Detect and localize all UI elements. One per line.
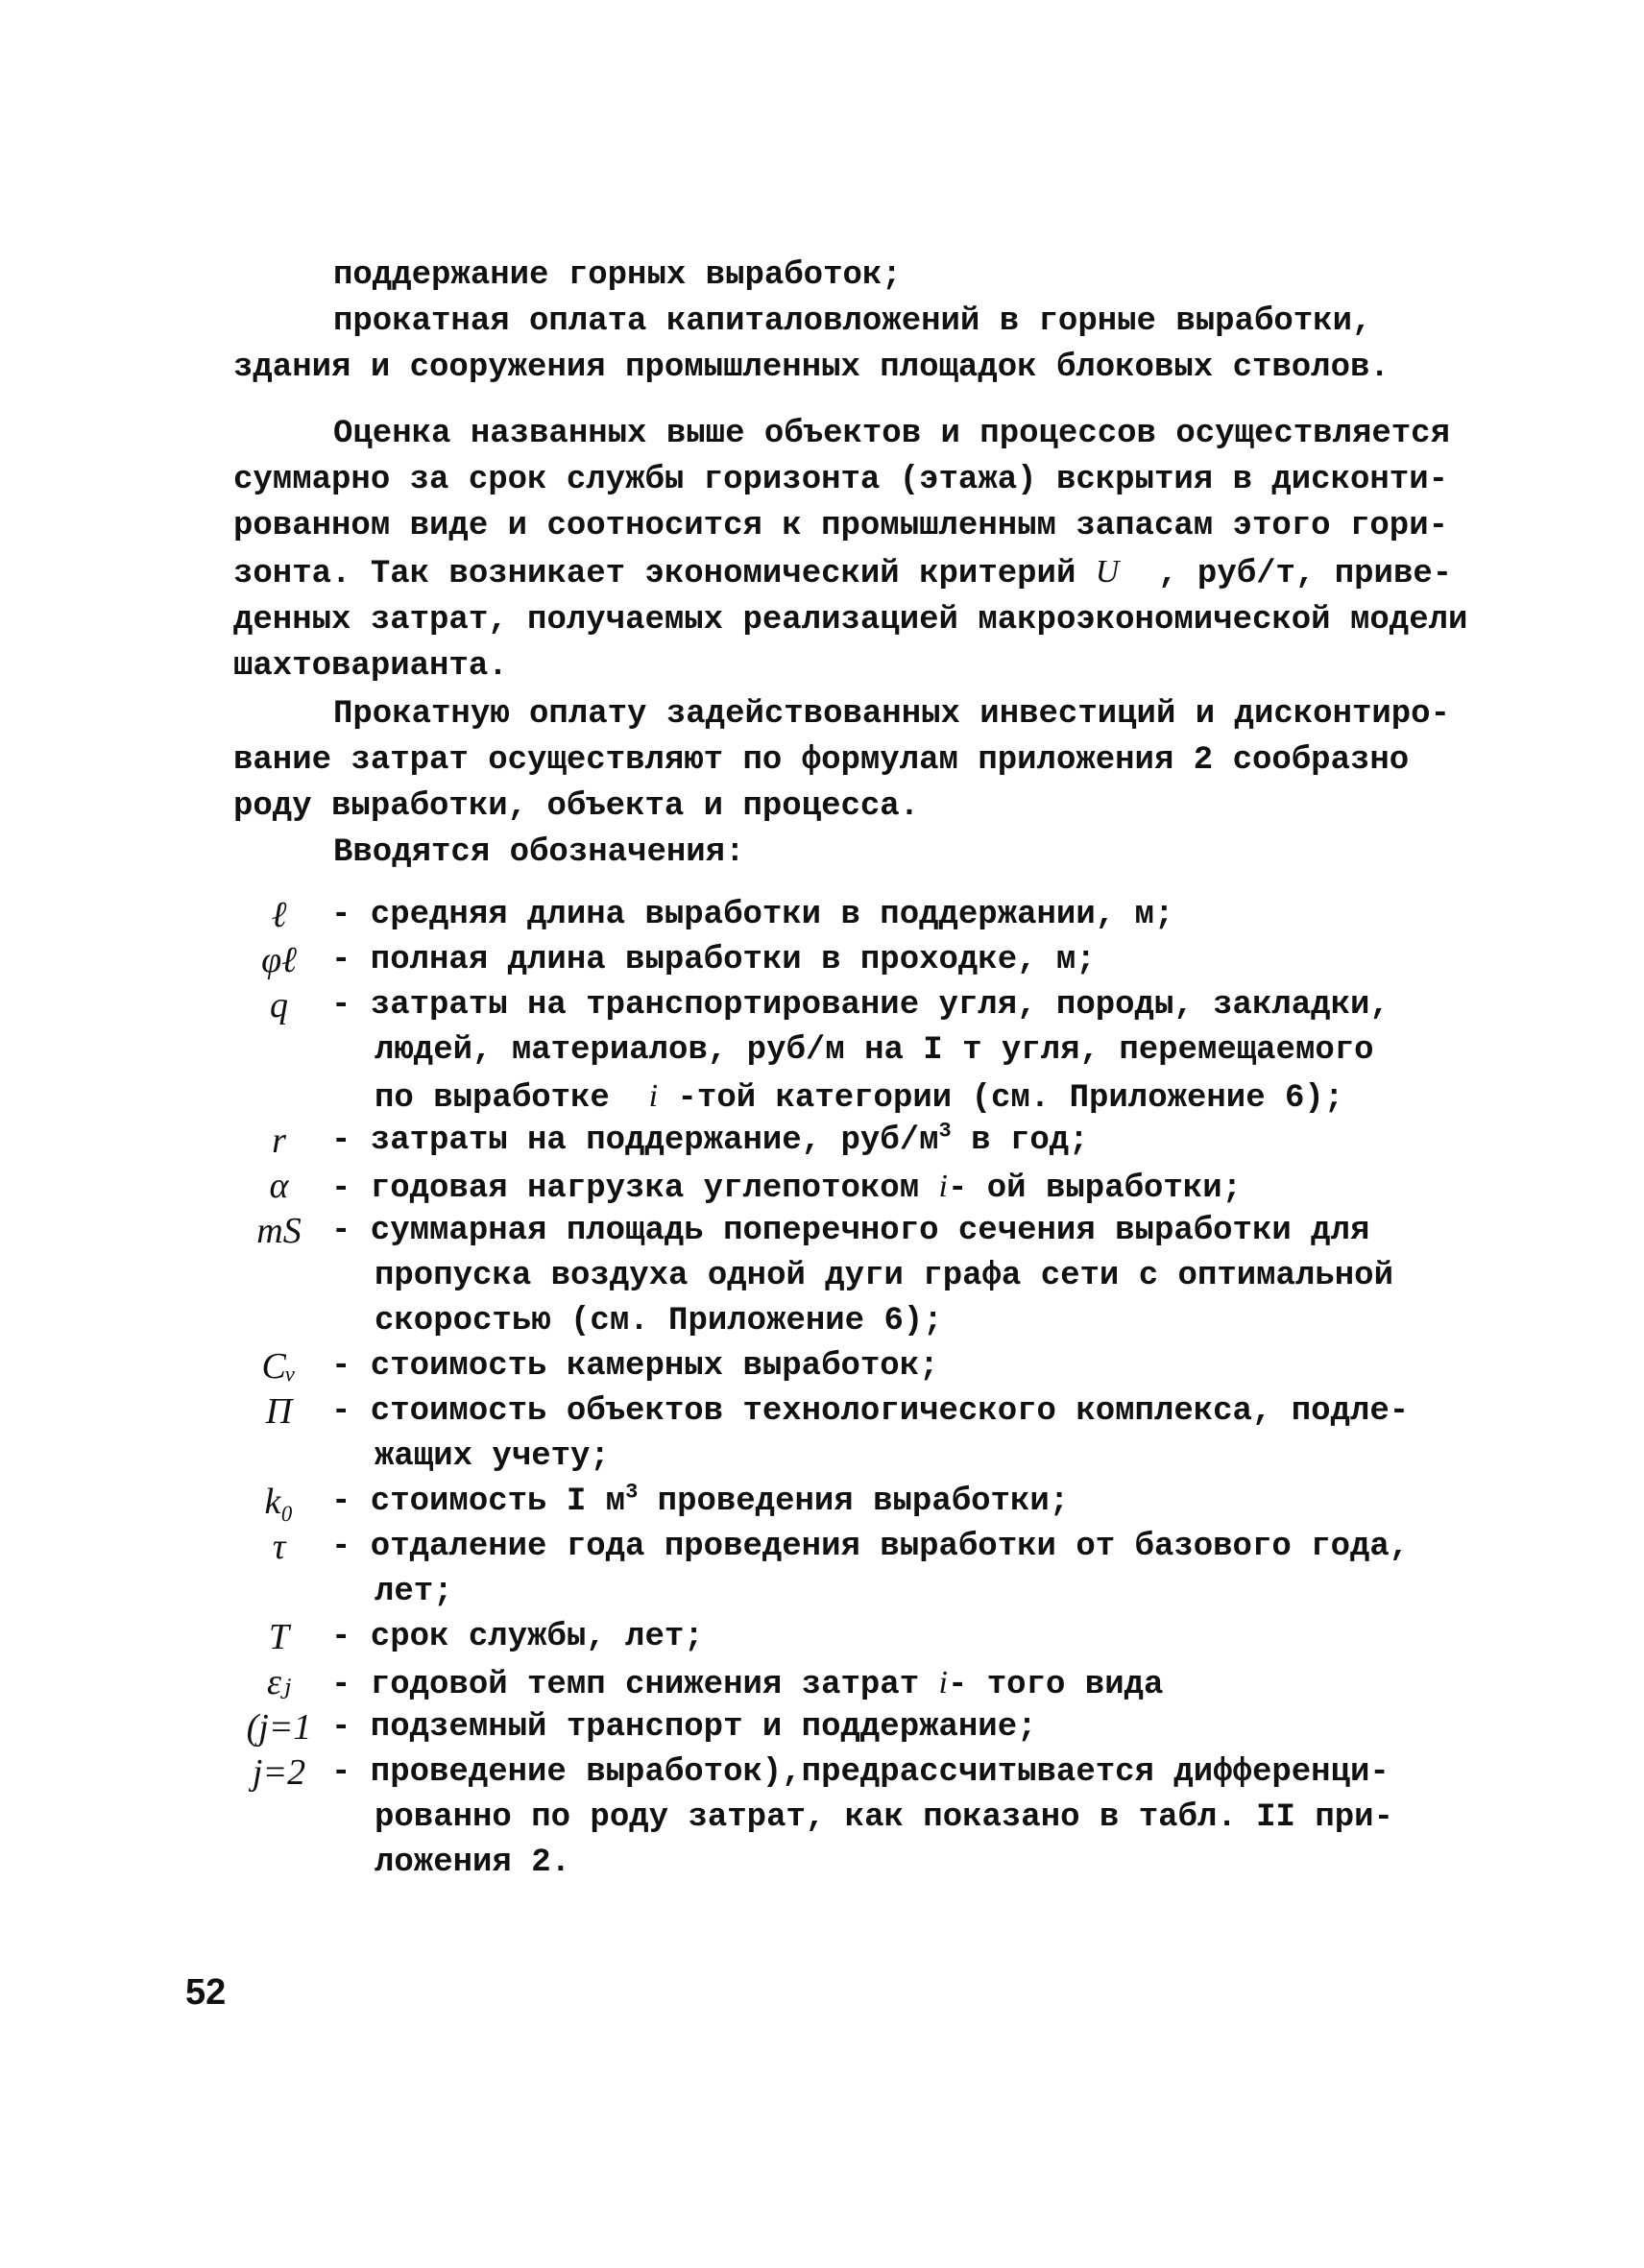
legend-row-k: [233, 1480, 1482, 1525]
legend-row-j2: [233, 1750, 1482, 1796]
symbol-tau: τ: [272, 1527, 286, 1567]
symbol-p: П: [265, 1391, 293, 1432]
legend-row-q-cont2: [233, 1074, 1482, 1119]
desc-p-2: жащих учету;: [375, 1438, 610, 1475]
desc-k: [331, 1480, 1069, 1525]
para1-line-4-b: , руб/т, приве-: [1158, 556, 1453, 592]
symbol-phil: φℓ: [261, 940, 297, 980]
legend-row-j2-cont2: [233, 1841, 1482, 1886]
index-i: i: [648, 1078, 659, 1114]
legend-row-cv: [233, 1344, 1482, 1389]
legend-row-tau-cont: [233, 1570, 1482, 1615]
legend-row-r: [233, 1119, 1482, 1164]
symbol-ms: mS: [256, 1211, 302, 1251]
desc-a: [331, 1164, 1242, 1212]
desc-T: - срок службы, лет;: [331, 1619, 704, 1655]
symbol-cv: Cᵥ: [261, 1346, 297, 1387]
desc-q-3-b: -той категории (см. Приложение 6);: [677, 1080, 1344, 1117]
legend-row-tau: [233, 1525, 1482, 1570]
para2-line-3: роду выработки, объекта и процесса.: [233, 788, 920, 825]
desc-tau-2: лет;: [375, 1574, 453, 1610]
desc-tau-1: - отдаление года проведения выработки от базового года,: [331, 1529, 1410, 1565]
legend-row-l: [233, 893, 1482, 938]
desc-ms-1: - суммарная площадь поперечного сечения выработки для: [331, 1213, 1370, 1249]
para2-line-2: вание затрат осуществляют по формулам приложения 2 сообразно: [233, 742, 1410, 779]
legend-row-ms-cont1: [233, 1254, 1482, 1299]
legend-row-a: [233, 1164, 1482, 1209]
symbol-j2: j=2: [252, 1752, 306, 1793]
notation-legend: [233, 893, 1482, 1886]
index-i-a: i: [938, 1169, 948, 1204]
desc-r: [331, 1119, 1089, 1164]
paragraph-rental: [233, 691, 1472, 876]
desc-r-sup: 3: [938, 1119, 952, 1144]
legend-row-ms: [233, 1209, 1482, 1254]
para1-line-1: Оценка названных выше объектов и процессов осуществляется: [333, 416, 1450, 452]
intro-block: [233, 253, 1472, 391]
desc-j2-1: - проведение выработок),предрассчитывается дифференци-: [331, 1754, 1390, 1791]
legend-row-eps: [233, 1660, 1482, 1705]
symbol-l: ℓ: [271, 895, 287, 935]
para2-line-1: Прокатную оплату задействованных инвестиций и дисконтиро-: [333, 696, 1450, 733]
para1-line-5: денных затрат, получаемых реализацией макроэкономической модели: [233, 602, 1468, 639]
desc-ms-3: скоростью (см. Приложение 6);: [375, 1303, 943, 1339]
desc-r-b: в год;: [951, 1122, 1089, 1159]
para1-line-4-a: зонта. Так возникает экономический критерий: [233, 556, 1076, 592]
desc-r-a: - затраты на поддержание, руб/м: [331, 1122, 939, 1159]
legend-row-q: [233, 983, 1482, 1028]
notation-heading: Вводятся обозначения:: [333, 834, 745, 871]
symbol-r: r: [272, 1121, 286, 1161]
symbol-T: T: [268, 1617, 290, 1657]
para1-line-4: [233, 549, 1472, 597]
legend-row-q-cont1: [233, 1028, 1482, 1074]
desc-k-sup: 3: [625, 1480, 639, 1505]
intro-line-1: поддержание горных выработок;: [333, 257, 902, 294]
symbol-q: q: [270, 985, 288, 1025]
legend-row-ms-cont2: [233, 1299, 1482, 1344]
para1-line-6: шахтоварианта.: [233, 648, 508, 685]
desc-ms-2: пропуска воздуха одной дуги графа сети с оптимальной: [375, 1258, 1393, 1294]
desc-eps-a: - годовой темп снижения затрат: [331, 1667, 920, 1703]
legend-row-p: [233, 1389, 1482, 1435]
desc-phil: - полная длина выработки в проходке, м;: [331, 942, 1096, 978]
criterion-symbol: U: [1095, 554, 1120, 590]
desc-a-a: - годовая нагрузка углепотоком: [331, 1170, 920, 1207]
intro-line-2: прокатная оплата капиталовложений в горные выработки,: [333, 303, 1372, 340]
legend-row-j2-cont1: [233, 1796, 1482, 1841]
desc-eps-b: - того вида: [947, 1667, 1164, 1703]
paragraph-evaluation: [233, 411, 1472, 689]
desc-cv: - стоимость камерных выработок;: [331, 1348, 939, 1385]
symbol-k: k₀: [264, 1482, 294, 1522]
desc-j2-2: рованно по роду затрат, как показано в табл. II при-: [375, 1799, 1393, 1836]
desc-q-2: людей, материалов, руб/м на I т угля, перемещаемого: [375, 1032, 1374, 1069]
legend-row-phil: [233, 938, 1482, 983]
symbol-a: α: [269, 1166, 289, 1206]
legend-row-T: [233, 1615, 1482, 1660]
desc-q-3-a: по выработке: [375, 1080, 610, 1117]
desc-q-3: [375, 1074, 1343, 1122]
symbol-j1: (j=1: [246, 1707, 312, 1748]
legend-row-j1: [233, 1705, 1482, 1750]
desc-p-1: - стоимость объектов технологического комплекса, подле-: [331, 1393, 1410, 1430]
legend-row-p-cont: [233, 1435, 1482, 1480]
desc-k-b: проведения выработки;: [638, 1484, 1070, 1520]
desc-j1: - подземный транспорт и поддержание;: [331, 1709, 1037, 1746]
desc-j2-3: ложения 2.: [375, 1845, 571, 1881]
desc-a-b: - ой выработки;: [947, 1170, 1243, 1207]
symbol-eps: εⱼ: [266, 1662, 291, 1702]
desc-q-1: - затраты на транспортирование угля, породы, закладки,: [331, 987, 1390, 1024]
para1-line-3: рованном виде и соотносится к промышленным запасам этого гори-: [233, 508, 1449, 544]
intro-line-3: здания и сооружения промышленных площадок блоковых стволов.: [233, 350, 1390, 386]
page-number: 52: [185, 1972, 227, 2013]
index-i-eps: i: [938, 1665, 948, 1701]
desc-k-a: - стоимость I м: [331, 1484, 626, 1520]
desc-l: - средняя длина выработки в поддержании, м;: [331, 897, 1174, 933]
desc-eps: [331, 1660, 1163, 1708]
para1-line-2: суммарно за срок службы горизонта (этажа) вскрытия в дисконти-: [233, 462, 1449, 498]
